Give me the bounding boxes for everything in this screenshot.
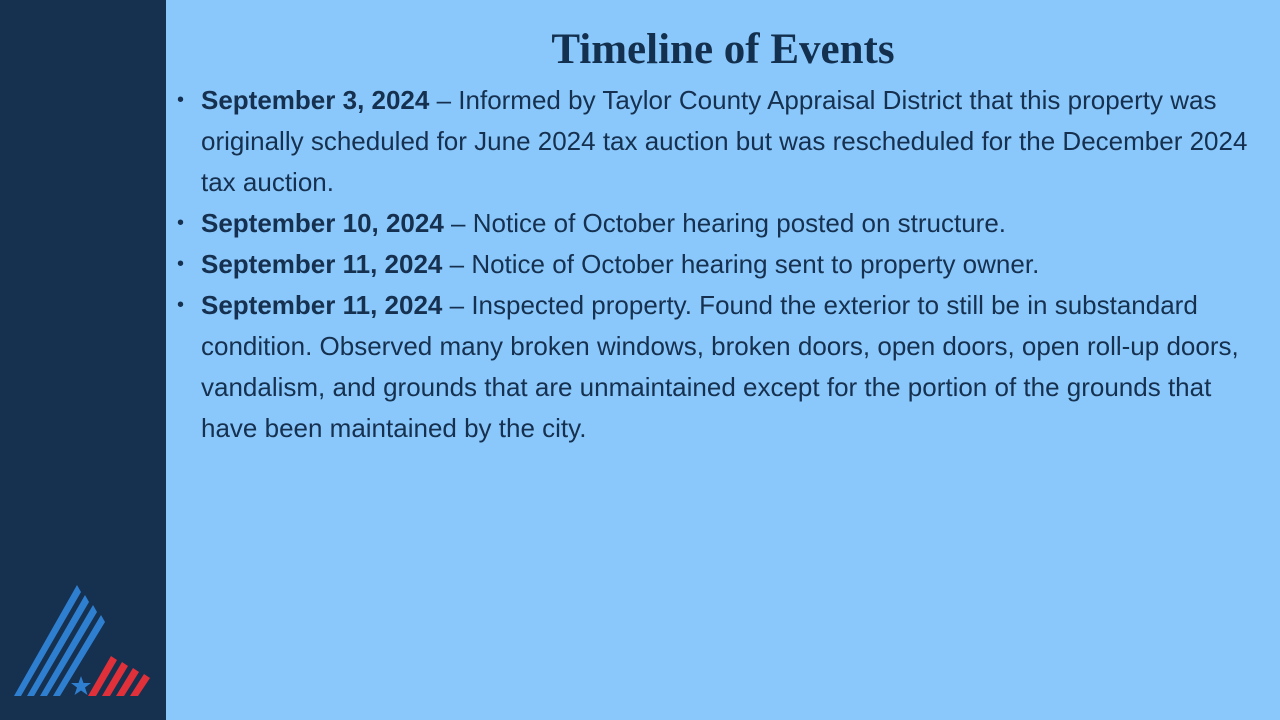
- timeline-item: [166, 80, 1256, 203]
- event-date: September 11, 2024: [201, 249, 443, 279]
- slide-content: [166, 0, 1280, 720]
- city-logo-icon: [10, 580, 155, 700]
- timeline-item: [166, 285, 1256, 449]
- timeline-item: [166, 203, 1256, 244]
- event-description: Notice of October hearing sent to property owner.: [471, 249, 1040, 279]
- date-separator: –: [429, 85, 459, 115]
- event-description: Inspected property. Found the exterior to still be in substandard condition. Observed many broken windows, broken doors, open doors, open roll-up doors, vandalism, and grounds that are unmaintained except for the portion of the grounds that have been maintained by the city.: [201, 290, 1239, 443]
- date-separator: –: [442, 290, 472, 320]
- event-date: September 3, 2024: [201, 85, 430, 115]
- timeline-item: [166, 244, 1256, 285]
- bullet-icon: •: [177, 294, 185, 316]
- event-description: Notice of October hearing posted on structure.: [472, 208, 1007, 238]
- event-date: September 10, 2024: [201, 208, 444, 238]
- event-description: Informed by Taylor County Appraisal District that this property was originally scheduled for June 2024 tax auction but was rescheduled for the December 2024 tax auction.: [201, 85, 1248, 197]
- bullet-icon: •: [177, 253, 185, 275]
- event-date: September 11, 2024: [201, 290, 443, 320]
- timeline-list: [166, 80, 1256, 449]
- slide-title: Timeline of Events: [551, 26, 895, 73]
- date-separator: –: [443, 208, 473, 238]
- date-separator: –: [442, 249, 472, 279]
- sidebar: [0, 0, 166, 720]
- bullet-icon: •: [177, 89, 185, 111]
- bullet-icon: •: [177, 212, 185, 234]
